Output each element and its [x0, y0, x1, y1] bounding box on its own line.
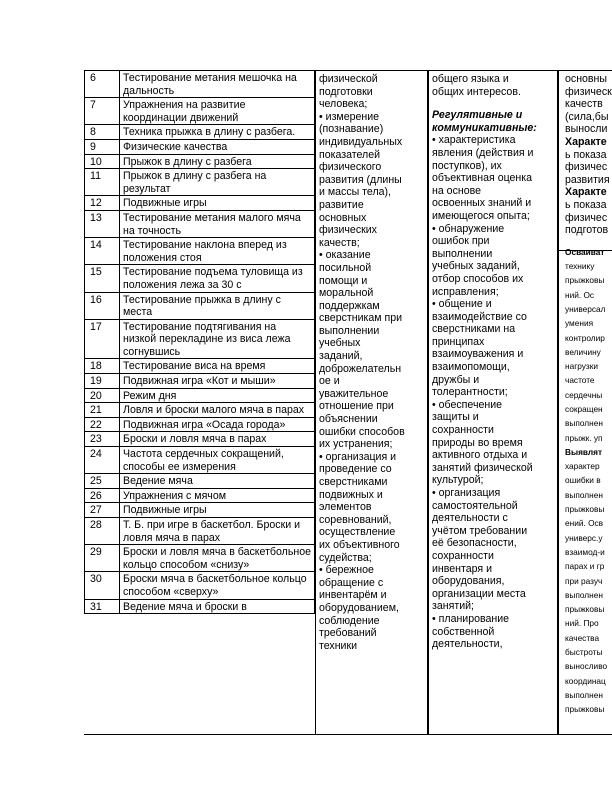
section-heading: Регулятивные и	[432, 109, 523, 122]
lesson-topic: Тестирование подтягивания на низкой перекладине из виса лежа согнувшись	[120, 319, 315, 359]
text-line: • обнаружение	[432, 222, 505, 235]
lesson-topic: Подвижная игра «Кот и мыши»	[120, 374, 315, 389]
text-line: физических	[319, 224, 377, 237]
lesson-topic: Техника прыжка в длину с разбега.	[120, 125, 315, 140]
text-line: развитие	[319, 198, 364, 211]
text-line: отбор способов их	[432, 272, 524, 285]
text-line: универс.у	[565, 532, 603, 543]
text-line: и массы тела),	[319, 186, 392, 199]
lesson-number: 27	[85, 503, 120, 518]
text-line: выполнен	[565, 589, 603, 600]
lesson-table	[84, 70, 315, 614]
text-line: развития (длины	[319, 173, 402, 186]
text-line: сверстниками на	[432, 323, 516, 336]
lesson-number: 28	[85, 518, 120, 545]
table-top-border	[84, 70, 612, 71]
lesson-number: 14	[85, 238, 120, 265]
lesson-topic: Тестирование метания малого мяча на точность	[120, 210, 315, 237]
text-line: прыжковы	[565, 604, 605, 615]
lesson-number: 22	[85, 417, 120, 432]
text-line: взаимоуважения и	[432, 348, 524, 361]
text-line: • организация	[432, 487, 501, 499]
text-line: прыжковы	[565, 275, 605, 286]
text-line: выполнен	[565, 689, 603, 700]
text-line: ь показа	[565, 198, 607, 211]
text-line: посильной	[319, 261, 372, 274]
text-line: доброжелательн	[319, 362, 402, 375]
table-row	[85, 196, 315, 211]
text-line: сохранности	[432, 549, 494, 562]
text-line: выполнен	[565, 418, 603, 429]
text-line: оборудования,	[432, 575, 505, 588]
text-line: • планирование	[432, 612, 510, 625]
text-line: качества	[565, 632, 600, 643]
table-row	[85, 417, 315, 432]
lesson-topic: Ведение мяча и броски в	[120, 599, 315, 614]
text-line: инвентаря и	[432, 562, 493, 575]
text-line: ь показа	[565, 148, 607, 161]
lesson-number: 20	[85, 388, 120, 403]
lesson-number: 12	[85, 196, 120, 211]
text-line: их устранения;	[319, 438, 393, 451]
lesson-topic: Упражнения на развитие координации движений	[120, 98, 315, 125]
table-row	[85, 403, 315, 418]
table-row	[85, 169, 315, 196]
text-line: быстроты	[565, 647, 603, 658]
text-line: осуществление	[319, 526, 396, 539]
text-line: заданий,	[319, 350, 363, 363]
text-line: подготов	[565, 224, 609, 237]
text-line: индивидуальных	[319, 135, 403, 148]
table-row	[85, 447, 315, 474]
text-line: помощи и	[319, 274, 368, 287]
lesson-number: 31	[85, 599, 120, 614]
table-row	[85, 572, 315, 599]
text-line: общих интересов.	[432, 85, 521, 98]
column-physical-skills	[315, 70, 428, 735]
lesson-topic: Т. Б. при игре в баскетбол. Броски и ловля мяча в парах	[120, 518, 315, 545]
table-row	[85, 488, 315, 503]
text-line: соблюдение	[319, 614, 380, 627]
text-line: • оказание	[319, 249, 371, 262]
text-line: ний. Ос	[565, 289, 595, 300]
column-divider	[315, 70, 316, 735]
text-line: уважительное	[319, 387, 389, 400]
section-heading: коммуникативные:	[432, 121, 537, 134]
text-line: активного отдыха и	[432, 449, 528, 462]
text-line: требований	[319, 627, 377, 640]
table-row	[85, 474, 315, 489]
text-line: величину	[565, 346, 601, 357]
text-line: их объективного	[319, 538, 400, 551]
text-line: объективная оценка	[432, 172, 533, 185]
text-line: деятельности,	[432, 638, 503, 651]
text-line: выполнении	[319, 324, 380, 337]
text-line: сохранности	[432, 424, 494, 437]
lesson-topic: Тестирование подъема туловища из положения лежа за 30 с	[120, 265, 315, 292]
table-row	[85, 359, 315, 374]
table-row	[85, 545, 315, 572]
lesson-number: 21	[85, 403, 120, 418]
text-line: взаимопомощи,	[432, 361, 510, 374]
lesson-topic: Подвижные игры	[120, 503, 315, 518]
text-line: судейства;	[319, 551, 372, 564]
text-line: сердечны	[565, 389, 603, 400]
text-line: защиты и	[432, 411, 479, 424]
lesson-number: 6	[85, 71, 120, 98]
table-row	[85, 432, 315, 447]
table-row	[85, 210, 315, 237]
table-row	[85, 98, 315, 125]
text-line: учебных	[319, 337, 361, 350]
table-row	[85, 374, 315, 389]
text-line: культурой;	[432, 474, 484, 487]
text-line: деятельности с	[432, 512, 508, 525]
table-row	[85, 265, 315, 292]
text-line: технику	[565, 261, 595, 272]
lesson-topic: Ведение мяча	[120, 474, 315, 489]
text-line: • обеспечение	[432, 398, 503, 411]
text-line: физической	[319, 73, 378, 85]
text-line: освоенных знаний и	[432, 197, 532, 210]
table-row	[85, 503, 315, 518]
table-row	[85, 154, 315, 169]
text-line: • организация и	[319, 450, 397, 463]
text-line: ое и	[319, 375, 340, 388]
text-line: Характе	[565, 135, 607, 148]
table-row	[85, 319, 315, 359]
lesson-number: 13	[85, 210, 120, 237]
text-line: прыжковы	[565, 704, 605, 715]
text-line: соревнований,	[319, 513, 392, 526]
text-line: взаимод-и	[565, 546, 605, 557]
lesson-number: 26	[85, 488, 120, 503]
text-line: проведение со	[319, 463, 392, 476]
text-line: физичес	[565, 211, 608, 224]
text-line: элементов	[319, 501, 372, 514]
text-line: физичес	[565, 161, 608, 174]
lesson-number: 11	[85, 169, 120, 196]
text-line: ошибки способов	[319, 425, 405, 438]
lesson-number: 25	[85, 474, 120, 489]
text-line: человека;	[319, 98, 368, 111]
text-line: прыжковы	[565, 504, 605, 515]
table-row	[85, 388, 315, 403]
lesson-number: 19	[85, 374, 120, 389]
table-row	[85, 238, 315, 265]
text-line: подвижных и	[319, 488, 383, 501]
text-line: объяснении	[319, 413, 378, 426]
lesson-topic: Режим дня	[120, 388, 315, 403]
text-line: учебных заданий,	[432, 260, 520, 273]
text-line: • характеристика	[432, 134, 516, 147]
lesson-number: 29	[85, 545, 120, 572]
text-line: обращение с	[319, 576, 384, 589]
text-line: нагрузки	[565, 361, 598, 372]
text-line: основных	[319, 211, 367, 224]
text-line: выполнении	[432, 247, 493, 260]
lesson-topic: Ловля и броски малого мяча в парах	[120, 403, 315, 418]
text-line: учётом требовании	[432, 524, 528, 537]
text-line: умения	[565, 318, 594, 329]
text-line: Осваиват	[565, 246, 605, 257]
lesson-topic: Прыжок в длину с разбега на результат	[120, 169, 315, 196]
lesson-topic: Подвижные игры	[120, 196, 315, 211]
lesson-topic: Физические качества	[120, 139, 315, 154]
lesson-topic: Тестирование прыжка в длину с места	[120, 292, 315, 319]
text-line: ошибки в	[565, 475, 601, 486]
lesson-number: 24	[85, 447, 120, 474]
text-line: занятий;	[432, 600, 474, 613]
text-line: исправления;	[432, 285, 499, 298]
text-line: ний. Про	[565, 618, 599, 629]
text-line: Характе	[565, 186, 607, 199]
text-line: поддержкам	[319, 299, 380, 312]
text-line: контролир	[565, 332, 605, 343]
text-line: сверстниками	[319, 476, 388, 488]
text-line: природы во время	[432, 436, 523, 449]
lesson-topic: Броски мяча в баскетбольное кольцо способом «сверху»	[120, 572, 315, 599]
table-row	[85, 292, 315, 319]
text-line: • общение и	[432, 298, 492, 311]
text-line: техники	[319, 639, 358, 652]
lesson-topic: Броски и ловля мяча в парах	[120, 432, 315, 447]
text-line: координац	[565, 675, 606, 686]
text-line: явления (действия и	[432, 146, 534, 159]
text-line: инвентарём и	[319, 589, 387, 602]
text-line: сверстникам при	[319, 312, 403, 325]
table-row	[85, 71, 315, 98]
text-line: физическ	[565, 85, 612, 98]
text-line: (познавание)	[319, 123, 384, 136]
text-line: отношение при	[319, 400, 394, 413]
text-line: характер	[565, 461, 600, 472]
text-line: Выявлят	[565, 446, 603, 457]
text-line: ошибок при	[432, 235, 490, 248]
lesson-topic: Броски и ловля мяча в баскетбольное кольцо способом «снизу»	[120, 545, 315, 572]
text-line: частоте	[565, 375, 595, 386]
text-line: на основе	[432, 184, 482, 197]
text-line: показателей	[319, 148, 381, 161]
text-line: подготовки	[319, 85, 373, 98]
text-line: основны	[565, 73, 608, 85]
table-row	[85, 125, 315, 140]
table-row	[85, 518, 315, 545]
text-line: качеств;	[319, 236, 360, 249]
lesson-topic: Тестирование виса на время	[120, 359, 315, 374]
table-row	[85, 139, 315, 154]
text-line: занятий физической	[432, 461, 533, 474]
text-line: дружбы и	[432, 373, 480, 386]
text-line: собственной	[432, 625, 495, 638]
text-line: качеств	[565, 98, 603, 111]
table-row	[85, 599, 315, 614]
text-line: ений. Осв	[565, 518, 604, 529]
text-line: общего языка и	[432, 73, 509, 85]
lesson-topic: Тестирование наклона вперед из положения стоя	[120, 238, 315, 265]
lesson-topic: Прыжок в длину с разбега	[120, 154, 315, 169]
lesson-number: 7	[85, 98, 120, 125]
text-line: развития	[565, 173, 610, 186]
text-line: выполнен	[565, 489, 603, 500]
column-divider	[428, 70, 429, 735]
lesson-topic: Частота сердечных сокращений, способы ее измерения	[120, 447, 315, 474]
text-line: • измерение	[319, 110, 380, 123]
text-line: самостоятельной	[432, 499, 518, 512]
text-line: организации места	[432, 587, 526, 600]
lesson-number: 18	[85, 359, 120, 374]
cell-divider	[558, 250, 612, 251]
text-line: принципах	[432, 335, 485, 348]
lesson-topic: Тестирование метания мешочка на дальность	[120, 71, 315, 98]
text-line: выносли	[565, 123, 608, 136]
lesson-number: 30	[85, 572, 120, 599]
text-line: • бережное	[319, 564, 374, 577]
table-bottom-border	[84, 734, 612, 735]
text-line: сокращен	[565, 403, 603, 414]
lesson-number: 23	[85, 432, 120, 447]
text-line: (сила,бы	[565, 110, 609, 123]
lesson-number: 9	[85, 139, 120, 154]
text-line: поступков), их	[432, 159, 502, 172]
lesson-number: 15	[85, 265, 120, 292]
text-line: её безопасности,	[432, 537, 517, 550]
lesson-number: 8	[85, 125, 120, 140]
text-line: моральной	[319, 287, 374, 300]
column-divider	[558, 70, 559, 735]
text-line: оборудованием,	[319, 601, 399, 614]
text-line: парах и гр	[565, 561, 605, 572]
column-activity-characteristics	[558, 70, 612, 735]
text-line: при разуч	[565, 575, 603, 586]
text-line: взаимодействие со	[432, 310, 527, 323]
text-line: прыжк. уп	[565, 432, 603, 443]
text-line: физического	[319, 161, 382, 174]
lesson-number: 10	[85, 154, 120, 169]
lesson-topic: Упражнения с мячом	[120, 488, 315, 503]
lesson-number: 16	[85, 292, 120, 319]
text-line: универсал	[565, 303, 606, 314]
lesson-topic: Подвижная игра «Осада города»	[120, 417, 315, 432]
text-line: выносливо	[565, 661, 608, 672]
text-line: толерантности;	[432, 386, 508, 399]
text-line: имеющегося опыта;	[432, 209, 530, 222]
lesson-number: 17	[85, 319, 120, 359]
column-regulative-communicative	[428, 70, 558, 735]
